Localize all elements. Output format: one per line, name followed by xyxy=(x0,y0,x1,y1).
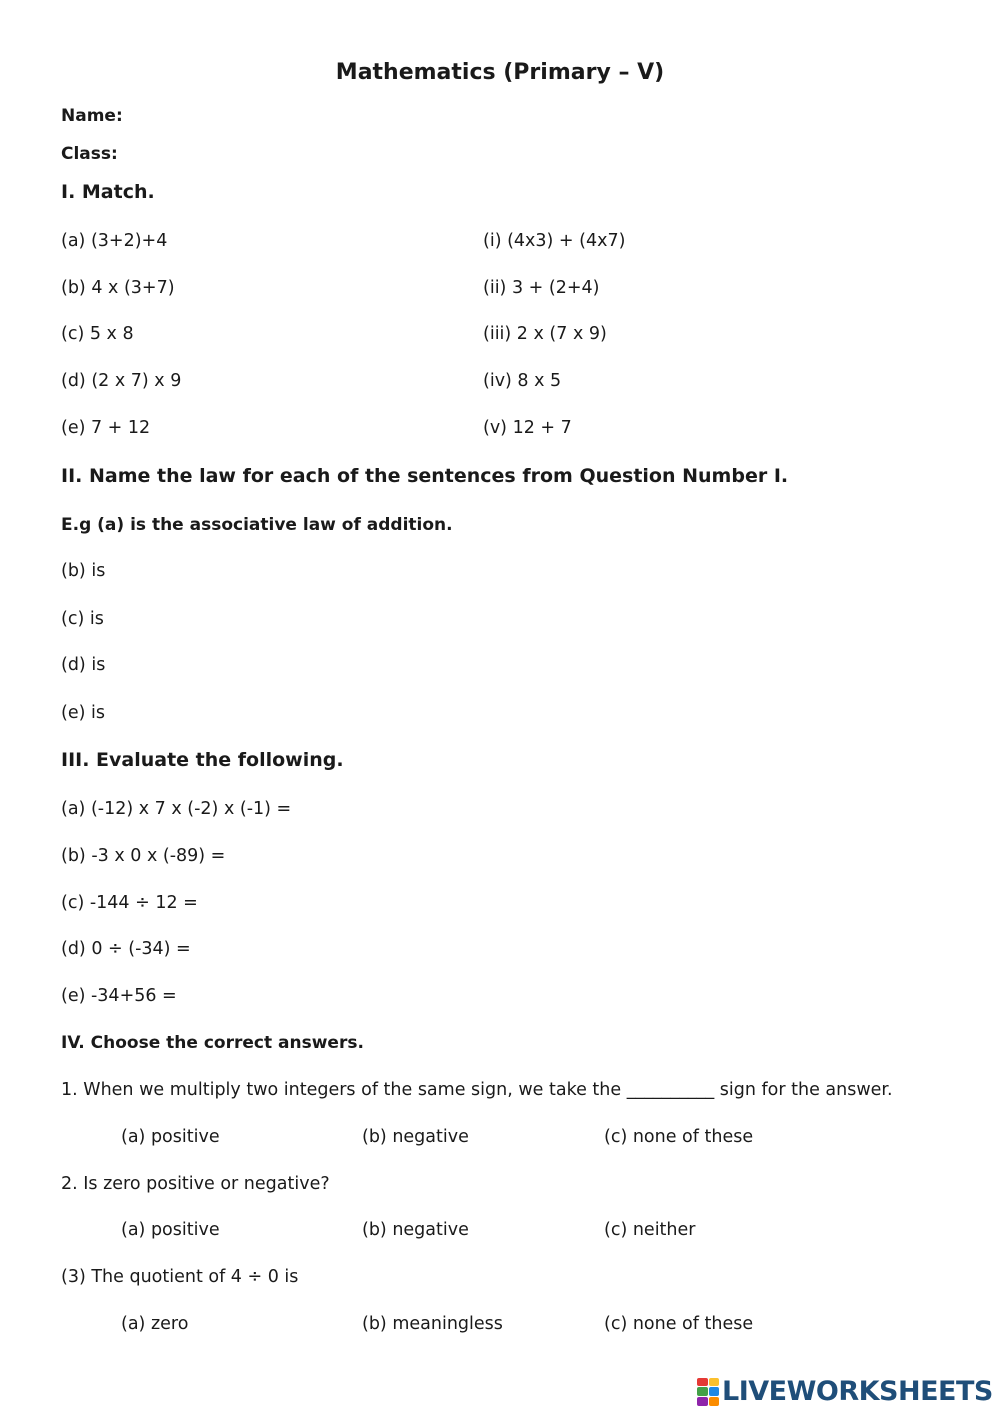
mcq-option[interactable]: (a) positive xyxy=(121,1127,220,1147)
match-left-item: (d) (2 x 7) x 9 xyxy=(61,371,182,391)
match-left-item: (a) (3+2)+4 xyxy=(61,231,168,251)
law-item: (c) is xyxy=(61,609,104,629)
law-item: (d) is xyxy=(61,655,106,675)
section-3-heading: III. Evaluate the following. xyxy=(61,749,344,771)
logo-text: LIVEWORKSHEETS xyxy=(722,1376,993,1407)
match-left-item: (b) 4 x (3+7) xyxy=(61,278,175,298)
liveworksheets-logo[interactable] xyxy=(697,1376,993,1407)
name-label: Name: xyxy=(61,106,123,126)
evaluate-item: (e) -34+56 = xyxy=(61,986,177,1006)
mcq-option[interactable]: (c) none of these xyxy=(604,1314,754,1334)
match-right-item: (i) (4x3) + (4x7) xyxy=(483,231,626,251)
mcq-option[interactable]: (a) zero xyxy=(121,1314,189,1334)
match-right-item: (ii) 3 + (2+4) xyxy=(483,278,600,298)
mcq-option[interactable]: (c) neither xyxy=(604,1220,696,1240)
mcq-option[interactable]: (b) negative xyxy=(362,1220,469,1240)
law-item: (e) is xyxy=(61,703,105,723)
section-4-heading: IV. Choose the correct answers. xyxy=(61,1033,364,1053)
liveworksheets-logo-icon xyxy=(697,1378,719,1406)
mcq-question: 2. Is zero positive or negative? xyxy=(61,1174,330,1194)
match-right-item: (iii) 2 x (7 x 9) xyxy=(483,324,607,344)
class-label: Class: xyxy=(61,144,118,164)
logo-square xyxy=(697,1397,708,1406)
page-title: Mathematics (Primary – V) xyxy=(335,60,665,85)
evaluate-item: (d) 0 ÷ (-34) = xyxy=(61,939,191,959)
evaluate-item: (c) -144 ÷ 12 = xyxy=(61,893,198,913)
mcq-option[interactable]: (b) negative xyxy=(362,1127,469,1147)
logo-square xyxy=(697,1378,708,1387)
match-right-item: (v) 12 + 7 xyxy=(483,418,572,438)
logo-square xyxy=(697,1387,708,1396)
evaluate-item: (a) (-12) x 7 x (-2) x (-1) = xyxy=(61,799,292,819)
mcq-question: 1. When we multiply two integers of the same sign, we take the __________ sign for the answer. xyxy=(61,1080,893,1100)
match-left-item: (c) 5 x 8 xyxy=(61,324,134,344)
logo-square xyxy=(709,1378,720,1387)
mcq-option[interactable]: (c) none of these xyxy=(604,1127,754,1147)
evaluate-item: (b) -3 x 0 x (-89) = xyxy=(61,846,226,866)
mcq-option[interactable]: (b) meaningless xyxy=(362,1314,503,1334)
logo-square xyxy=(709,1397,720,1406)
section-2-example: E.g (a) is the associative law of addition. xyxy=(61,515,453,535)
section-2-heading: II. Name the law for each of the sentences from Question Number I. xyxy=(61,465,789,487)
logo-square xyxy=(709,1387,720,1396)
match-left-item: (e) 7 + 12 xyxy=(61,418,151,438)
law-item: (b) is xyxy=(61,561,106,581)
mcq-question: (3) The quotient of 4 ÷ 0 is xyxy=(61,1267,299,1287)
section-1-heading: I. Match. xyxy=(61,181,155,203)
match-right-item: (iv) 8 x 5 xyxy=(483,371,562,391)
mcq-option[interactable]: (a) positive xyxy=(121,1220,220,1240)
